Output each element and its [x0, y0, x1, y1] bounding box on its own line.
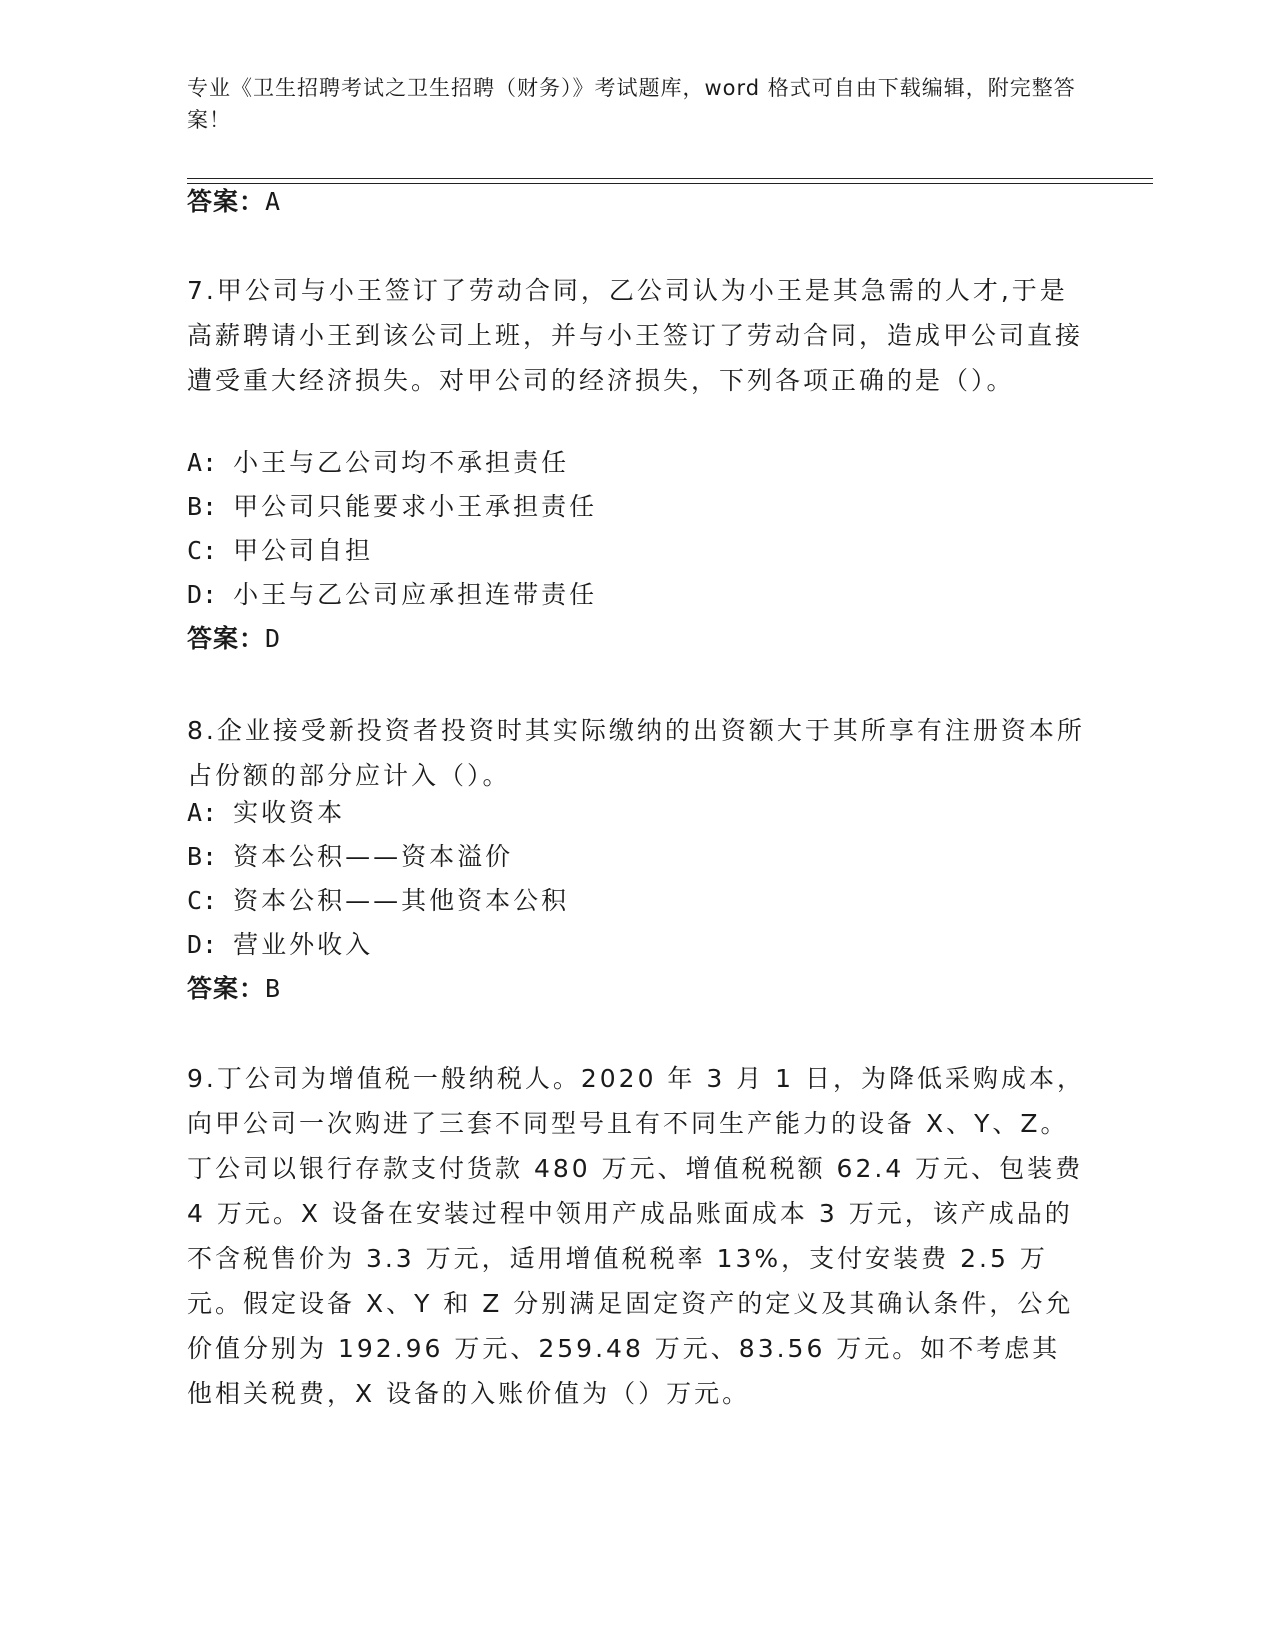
question-7-option-c	[187, 535, 373, 567]
answer-value: B	[265, 974, 282, 1003]
question-9-text: 9.丁公司为增值税一般纳税人。2020 年 3 月 1 日，为降低采购成本，向甲公司一次购进了三套不同型号且有不同生产能力的设备 X、Y、Z。丁公司以银行存款支付货款 480 万元、增值税税额 62.4 万元、包装费 4 万元。X 设备在安装过程中领用产成品账面成本 3 万元，该产成品的不含税售价为 3.3 万元，适用增值税税率 13%，支付安装费 2.5 万元。假定设备 X、Y 和 Z 分别满足固定资产的定义及其确认条件，公允价值分别为 192.96 万元、259.48 万元、83.56 万元。如不考虑其他相关税费，X 设备的入账价值为（）万元。	[187, 1064, 1086, 1408]
question-8-text: 8.企业接受新投资者投资时其实际缴纳的出资额大于其所享有注册资本所占份额的部分应计入（）。	[187, 716, 1085, 790]
option-text: 甲公司自担	[233, 536, 374, 565]
option-text: 小王与乙公司应承担连带责任	[233, 580, 598, 609]
option-key: B:	[187, 842, 218, 871]
header-divider-top	[187, 178, 1153, 179]
option-key: A:	[187, 798, 218, 827]
option-text: 资本公积——资本溢价	[233, 842, 514, 871]
question-8-option-a	[187, 797, 345, 829]
question-8-answer	[187, 973, 281, 1005]
option-text: 实收资本	[233, 798, 346, 827]
option-text: 营业外收入	[233, 930, 374, 959]
option-key: D:	[187, 580, 218, 609]
answer-line-prev	[187, 186, 281, 218]
answer-label: 答案：	[187, 624, 266, 653]
answer-value: A	[265, 187, 282, 216]
option-key: C:	[187, 536, 218, 565]
question-8-option-b	[187, 841, 513, 873]
answer-label: 答案：	[187, 974, 266, 1003]
answer-value: D	[265, 624, 282, 653]
answer-label: 答案：	[187, 187, 266, 216]
question-8-option-d	[187, 929, 373, 961]
option-key: B:	[187, 492, 218, 521]
question-7-option-d	[187, 579, 597, 611]
option-text: 甲公司只能要求小王承担责任	[233, 492, 598, 521]
question-7-option-b	[187, 491, 597, 523]
option-key: A:	[187, 448, 218, 477]
option-text: 资本公积——其他资本公积	[233, 886, 570, 915]
question-7-answer	[187, 623, 281, 655]
header-divider-bottom	[187, 183, 1153, 184]
document-header: 专业《卫生招聘考试之卫生招聘（财务）》考试题库，word 格式可自由下载编辑，附完整答案！	[187, 76, 1076, 132]
option-key: C:	[187, 886, 218, 915]
option-text: 小王与乙公司均不承担责任	[233, 448, 570, 477]
option-key: D:	[187, 930, 218, 959]
question-8-option-c	[187, 885, 569, 917]
question-7-option-a	[187, 447, 569, 479]
question-7-text: 7.甲公司与小王签订了劳动合同，乙公司认为小王是其急需的人才,于是高薪聘请小王到该公司上班，并与小王签订了劳动合同，造成甲公司直接遭受重大经济损失。对甲公司的经济损失，下列各项正确的是（）。	[187, 276, 1084, 395]
